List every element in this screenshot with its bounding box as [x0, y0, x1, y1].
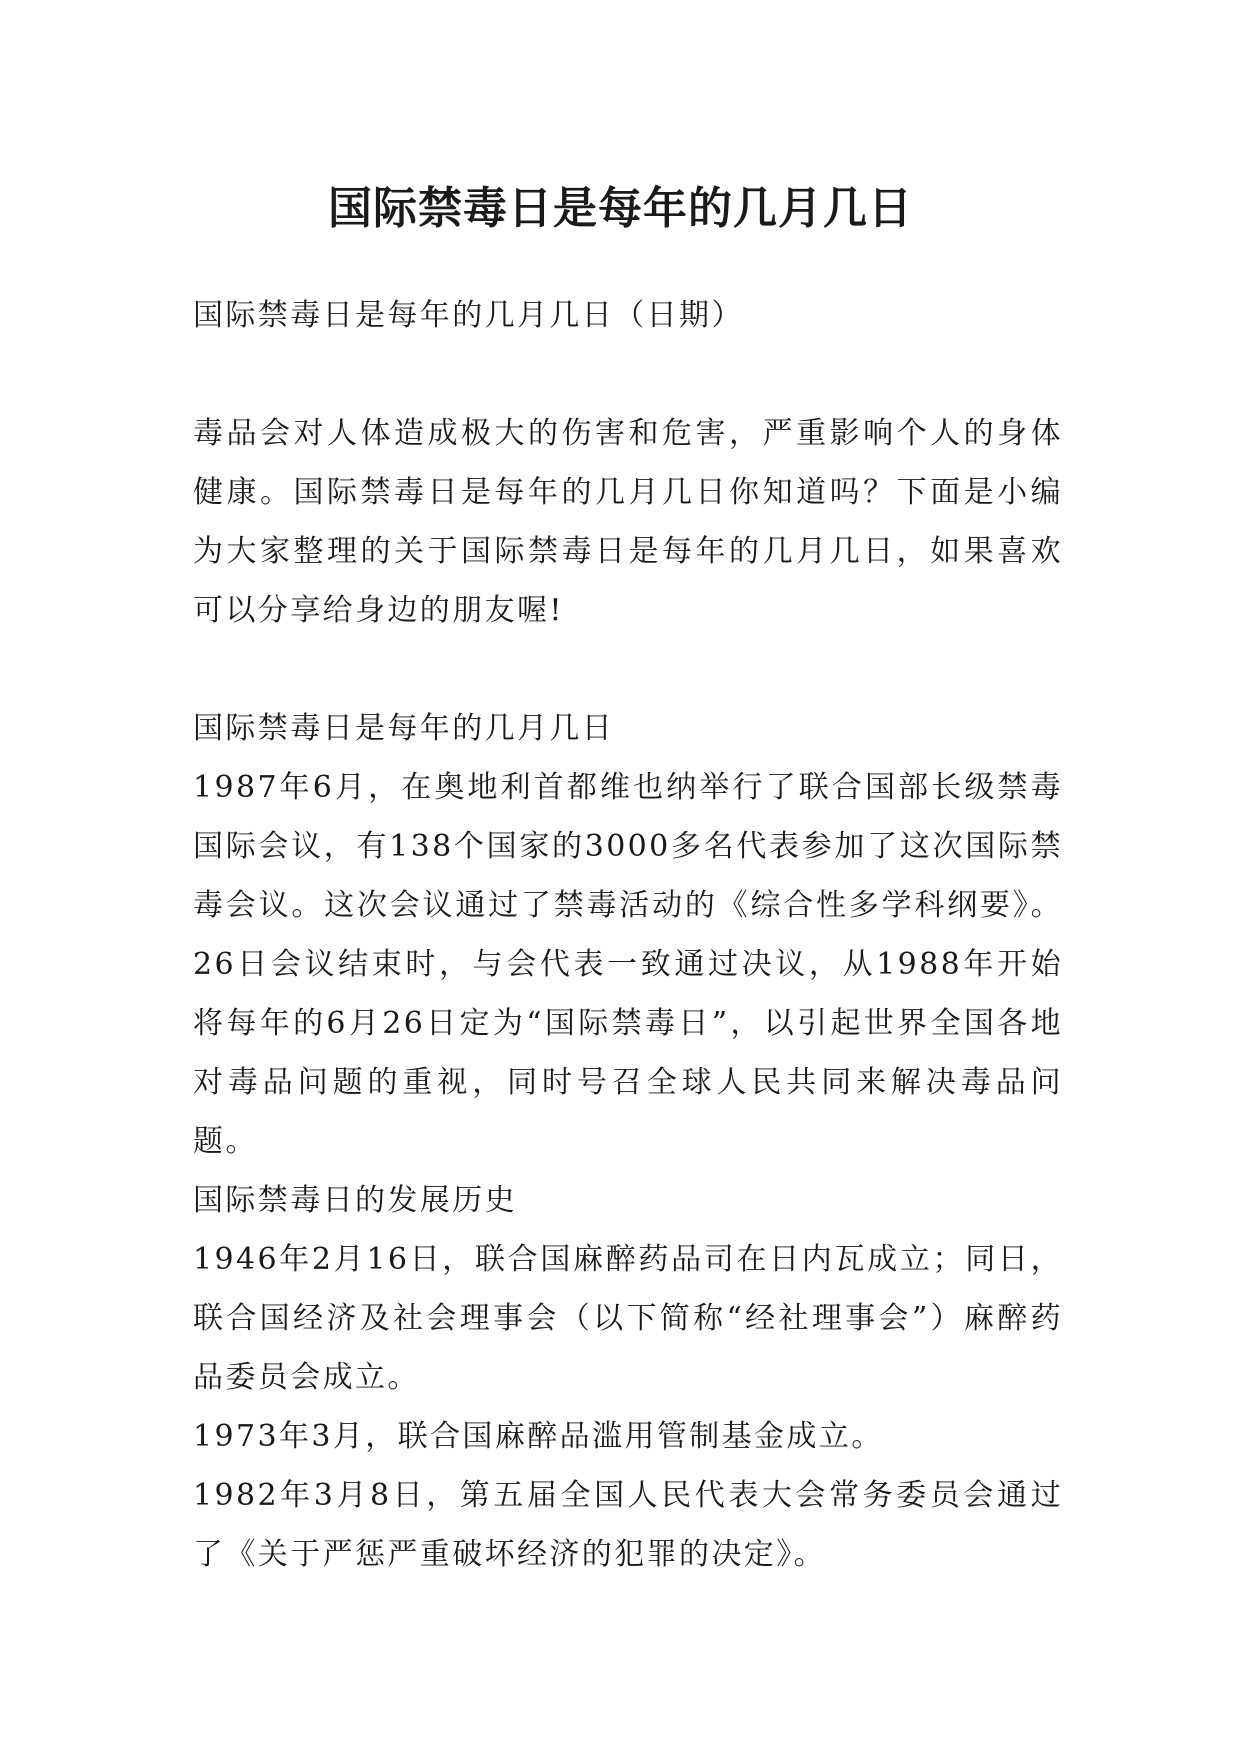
history-item: 1982年3月8日，第五届全国人民代表大会常务委员会通过了《关于严惩严重破坏经济的犯罪的决定》。: [193, 1478, 1063, 1572]
subtitle-line: 国际禁毒日是每年的几月几日（日期）: [193, 298, 744, 333]
document-body: [193, 286, 1063, 1584]
section-heading-history: 国际禁毒日的发展历史: [193, 1183, 517, 1218]
intro-paragraph: 毒品会对人体造成极大的伤害和危害，严重影响个人的身体健康。国际禁毒日是每年的几月几日你知道吗？下面是小编为大家整理的关于国际禁毒日是每年的几月几日，如果喜欢可以分享给身边的朋友喔!: [193, 416, 1063, 628]
section-body-date: 1987年6月，在奥地利首都维也纳举行了联合国部长级禁毒国际会议，有138个国家的3000多名代表参加了这次国际禁毒会议。这次会议通过了禁毒活动的《综合性多学科纲要》。26日会议结束时，与会代表一致通过决议，从1988年开始将每年的6月26日定为“国际禁毒日”，以引起世界全国各地对毒品问题的重视，同时号召全球人民共同来解决毒品问题。: [193, 770, 1063, 1159]
history-item: 1973年3月，联合国麻醉品滥用管制基金成立。: [193, 1419, 884, 1454]
document-title: 国际禁毒日是每年的几月几日: [328, 183, 913, 235]
section-heading-date: 国际禁毒日是每年的几月几日: [193, 711, 615, 746]
history-item: 1946年2月16日，联合国麻醉药品司在日内瓦成立；同日，联合国经济及社会理事会（以下简称“经社理事会”）麻醉药品委员会成立。: [193, 1242, 1063, 1395]
